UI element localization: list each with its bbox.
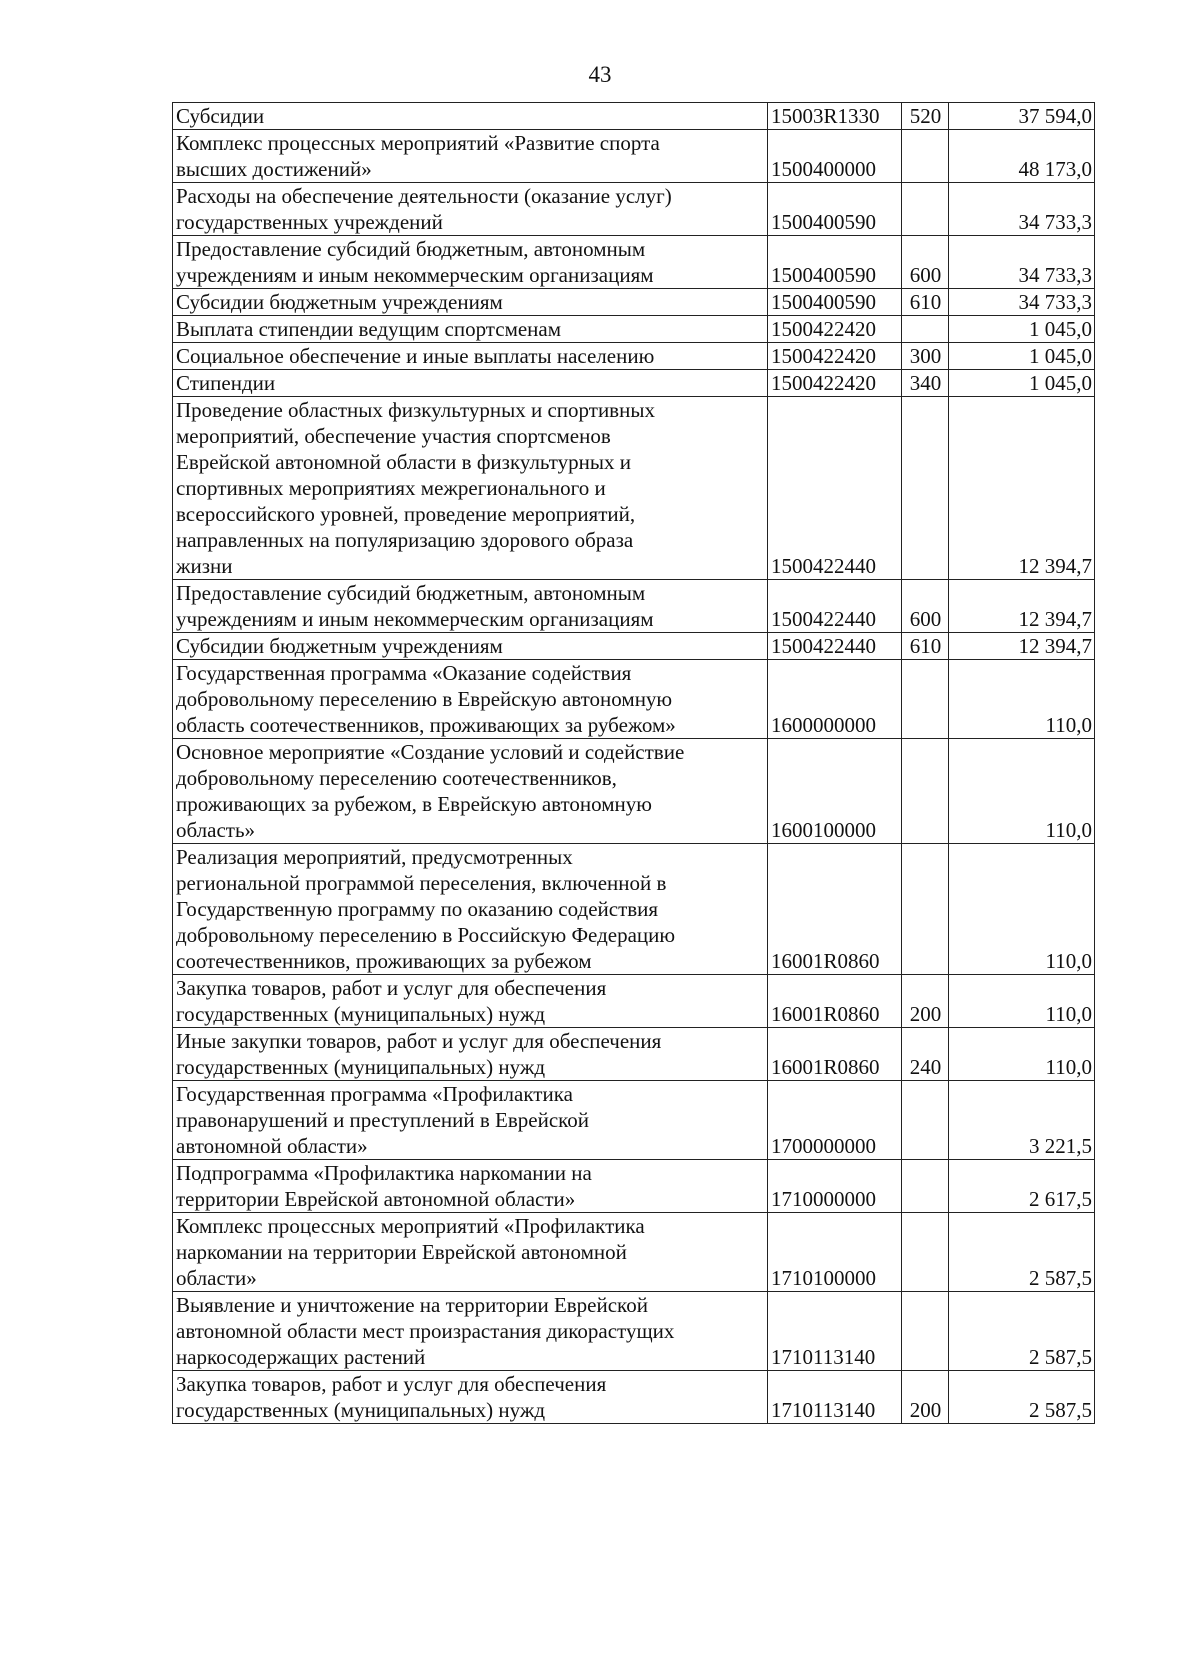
row-sum-cell: 12 394,7 bbox=[949, 397, 1095, 580]
table-row bbox=[173, 633, 1095, 660]
row-sum-cell: 110,0 bbox=[949, 739, 1095, 844]
budget-table bbox=[172, 102, 1095, 1424]
row-name-cell: Комплекс процессных мероприятий «Профилактика наркомании на территории Еврейской автономной области» bbox=[173, 1213, 768, 1292]
row-name-cell: Стипендии bbox=[173, 370, 768, 397]
row-type-cell bbox=[902, 1160, 949, 1213]
row-name-cell: Субсидии bbox=[173, 103, 768, 130]
row-sum-cell: 3 221,5 bbox=[949, 1081, 1095, 1160]
row-name-cell: Государственная программа «Оказание содействия добровольному переселению в Еврейскую автономную область соотечественников, проживающих за рубежом» bbox=[173, 660, 768, 739]
table-row bbox=[173, 103, 1095, 130]
row-sum-cell: 2 587,5 bbox=[949, 1371, 1095, 1424]
table-row bbox=[173, 580, 1095, 633]
table-row bbox=[173, 1371, 1095, 1424]
table-row bbox=[173, 130, 1095, 183]
table-row bbox=[173, 844, 1095, 975]
table-row bbox=[173, 660, 1095, 739]
table-row bbox=[173, 1081, 1095, 1160]
row-code-cell: 1710000000 bbox=[768, 1160, 902, 1213]
row-code-cell: 1700000000 bbox=[768, 1081, 902, 1160]
row-code-cell: 1500422420 bbox=[768, 316, 902, 343]
row-code-cell: 1500422440 bbox=[768, 633, 902, 660]
table-row bbox=[173, 1292, 1095, 1371]
row-type-cell: 300 bbox=[902, 343, 949, 370]
row-type-cell bbox=[902, 316, 949, 343]
row-name-cell: Субсидии бюджетным учреждениям bbox=[173, 289, 768, 316]
table-row bbox=[173, 183, 1095, 236]
row-name-cell: Социальное обеспечение и иные выплаты населению bbox=[173, 343, 768, 370]
table-row bbox=[173, 975, 1095, 1028]
table-row bbox=[173, 316, 1095, 343]
row-name-cell: Предоставление субсидий бюджетным, автономным учреждениям и иным некоммерческим организациям bbox=[173, 236, 768, 289]
row-type-cell: 240 bbox=[902, 1028, 949, 1081]
row-type-cell bbox=[902, 1213, 949, 1292]
row-code-cell: 1500422440 bbox=[768, 580, 902, 633]
row-type-cell bbox=[902, 1292, 949, 1371]
row-name-cell: Подпрограмма «Профилактика наркомании на территории Еврейской автономной области» bbox=[173, 1160, 768, 1213]
row-name-cell: Выплата стипендии ведущим спортсменам bbox=[173, 316, 768, 343]
row-name-cell: Иные закупки товаров, работ и услуг для обеспечения государственных (муниципальных) нужд bbox=[173, 1028, 768, 1081]
row-type-cell: 610 bbox=[902, 633, 949, 660]
row-sum-cell: 34 733,3 bbox=[949, 289, 1095, 316]
row-sum-cell: 2 587,5 bbox=[949, 1213, 1095, 1292]
table-row bbox=[173, 1028, 1095, 1081]
row-sum-cell: 34 733,3 bbox=[949, 183, 1095, 236]
row-code-cell: 1710113140 bbox=[768, 1371, 902, 1424]
row-code-cell: 1500400000 bbox=[768, 130, 902, 183]
row-name-cell: Расходы на обеспечение деятельности (оказание услуг) государственных учреждений bbox=[173, 183, 768, 236]
row-name-cell: Государственная программа «Профилактика правонарушений и преступлений в Еврейской автономной области» bbox=[173, 1081, 768, 1160]
row-code-cell: 1500400590 bbox=[768, 236, 902, 289]
table-row bbox=[173, 370, 1095, 397]
row-code-cell: 1500422420 bbox=[768, 343, 902, 370]
row-code-cell: 15003R1330 bbox=[768, 103, 902, 130]
row-type-cell bbox=[902, 844, 949, 975]
row-name-cell: Закупка товаров, работ и услуг для обеспечения государственных (муниципальных) нужд bbox=[173, 1371, 768, 1424]
table-row bbox=[173, 1160, 1095, 1213]
row-code-cell: 16001R0860 bbox=[768, 844, 902, 975]
row-name-cell: Выявление и уничтожение на территории Еврейской автономной области мест произрастания дикорастущих наркосодержащих растений bbox=[173, 1292, 768, 1371]
row-sum-cell: 110,0 bbox=[949, 975, 1095, 1028]
table-row bbox=[173, 289, 1095, 316]
row-type-cell bbox=[902, 660, 949, 739]
row-name-cell: Комплекс процессных мероприятий «Развитие спорта высших достижений» bbox=[173, 130, 768, 183]
row-sum-cell: 1 045,0 bbox=[949, 343, 1095, 370]
row-sum-cell: 12 394,7 bbox=[949, 633, 1095, 660]
row-sum-cell: 2 617,5 bbox=[949, 1160, 1095, 1213]
row-sum-cell: 110,0 bbox=[949, 660, 1095, 739]
row-name-cell: Субсидии бюджетным учреждениям bbox=[173, 633, 768, 660]
row-type-cell: 200 bbox=[902, 975, 949, 1028]
row-type-cell bbox=[902, 397, 949, 580]
row-code-cell: 16001R0860 bbox=[768, 975, 902, 1028]
row-type-cell bbox=[902, 183, 949, 236]
row-name-cell: Проведение областных физкультурных и спортивных мероприятий, обеспечение участия спортсменов Еврейской автономной области в физкультурных и спортивных мероприятиях межрегионального и всероссийского уровней, проведение мероприятий, направленных на популяризацию здорового образа жизни bbox=[173, 397, 768, 580]
row-type-cell bbox=[902, 1081, 949, 1160]
row-code-cell: 1710113140 bbox=[768, 1292, 902, 1371]
table-row bbox=[173, 739, 1095, 844]
row-sum-cell: 48 173,0 bbox=[949, 130, 1095, 183]
row-type-cell: 200 bbox=[902, 1371, 949, 1424]
row-name-cell: Предоставление субсидий бюджетным, автономным учреждениям и иным некоммерческим организациям bbox=[173, 580, 768, 633]
row-code-cell: 1500400590 bbox=[768, 289, 902, 316]
row-type-cell: 610 bbox=[902, 289, 949, 316]
row-sum-cell: 37 594,0 bbox=[949, 103, 1095, 130]
row-type-cell: 340 bbox=[902, 370, 949, 397]
row-sum-cell: 1 045,0 bbox=[949, 370, 1095, 397]
row-sum-cell: 12 394,7 bbox=[949, 580, 1095, 633]
row-name-cell: Основное мероприятие «Создание условий и содействие добровольному переселению соотечественников, проживающих за рубежом, в Еврейскую автономную область» bbox=[173, 739, 768, 844]
table-row bbox=[173, 1213, 1095, 1292]
row-type-cell: 600 bbox=[902, 580, 949, 633]
row-sum-cell: 110,0 bbox=[949, 1028, 1095, 1081]
table-row bbox=[173, 343, 1095, 370]
row-name-cell: Реализация мероприятий, предусмотренных региональной программой переселения, включенной в Государственную программу по оказанию содействия добровольному переселению в Российскую Федерацию соотечественников, проживающих за рубежом bbox=[173, 844, 768, 975]
row-code-cell: 1500422420 bbox=[768, 370, 902, 397]
table-row bbox=[173, 397, 1095, 580]
budget-table-body bbox=[173, 103, 1095, 1424]
row-code-cell: 1600000000 bbox=[768, 660, 902, 739]
row-code-cell: 1710100000 bbox=[768, 1213, 902, 1292]
page-number: 43 bbox=[588, 62, 612, 87]
row-sum-cell: 110,0 bbox=[949, 844, 1095, 975]
row-type-cell bbox=[902, 739, 949, 844]
row-type-cell: 600 bbox=[902, 236, 949, 289]
row-type-cell bbox=[902, 130, 949, 183]
row-code-cell: 1500400590 bbox=[768, 183, 902, 236]
row-code-cell: 1500422440 bbox=[768, 397, 902, 580]
row-type-cell: 520 bbox=[902, 103, 949, 130]
table-row bbox=[173, 236, 1095, 289]
row-code-cell: 16001R0860 bbox=[768, 1028, 902, 1081]
row-sum-cell: 2 587,5 bbox=[949, 1292, 1095, 1371]
row-code-cell: 1600100000 bbox=[768, 739, 902, 844]
row-sum-cell: 1 045,0 bbox=[949, 316, 1095, 343]
row-sum-cell: 34 733,3 bbox=[949, 236, 1095, 289]
row-name-cell: Закупка товаров, работ и услуг для обеспечения государственных (муниципальных) нужд bbox=[173, 975, 768, 1028]
